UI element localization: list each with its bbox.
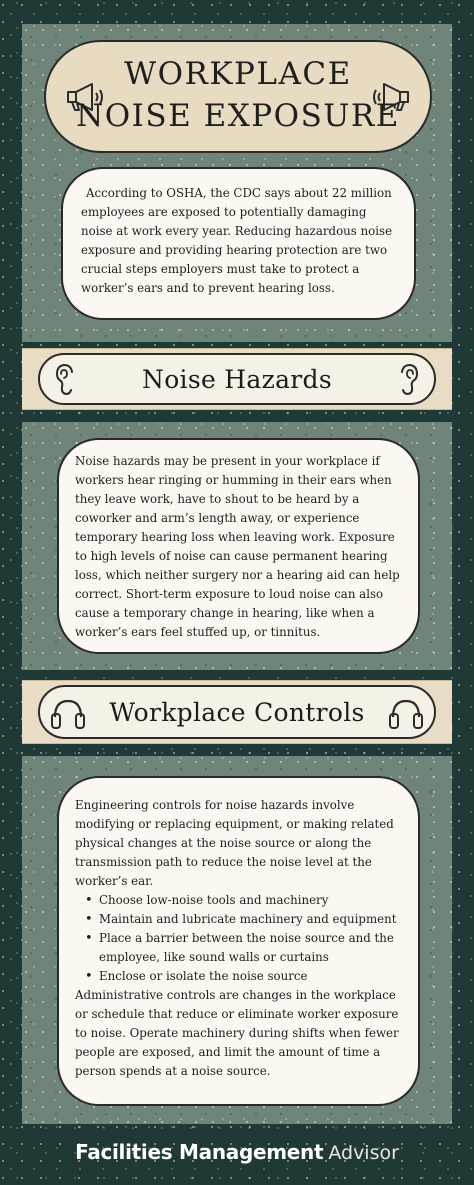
noise-hazards-heading: Noise Hazards [142,364,332,394]
intro-text: According to OSHA, the CDC says about 22 million employees are exposed to potentially damaging noise at work every year. Reducing hazardous noise exposure and providing hearing protection are two crucial steps employers must take to protect a worker’s ears and to prevent hearing loss. [81,186,393,295]
workplace-controls-card [57,776,420,1106]
title-line-2: NOISE EXPOSURE [76,98,400,134]
workplace-controls-outro: Administrative controls are changes in the workplace or schedule that reduce or eliminate worker exposure to noise. Operate machinery during shifts when fewer people are exposed, and limit the amount of time a person spends at a noise source. [75,988,399,1078]
title-card [44,40,432,153]
ear-icon [396,363,420,397]
ear-icon [54,363,78,397]
workplace-controls-heading: Workplace Controls [109,697,365,727]
brand-name: Facilities Management [75,1140,324,1164]
intro-card [61,167,416,320]
headphones-icon [388,697,424,731]
list-item: • Enclose or isolate the noise source [83,967,404,986]
noise-hazards-heading-pill [38,353,436,405]
brand-suffix: Advisor [328,1142,399,1164]
list-item: • Maintain and lubricate machinery and equipment [83,910,404,929]
workplace-controls-heading-pill [38,685,436,739]
controls-bullet-list [83,891,404,986]
workplace-controls-intro: Engineering controls for noise hazards involve modifying or replacing equipment, or making related physical changes at the noise source or along the transmission path to reduce the noise level at the worker’s ear. [75,798,394,888]
headphones-icon [50,697,86,731]
noise-hazards-card [57,438,420,654]
list-item: • Place a barrier between the noise source and the employee, like sound walls or curtains [83,929,404,967]
footer-brand [0,1140,474,1170]
title-line-1: WORKPLACE [124,56,352,92]
list-item: • Choose low-noise tools and machinery [83,891,404,910]
noise-hazards-text: Noise hazards may be present in your workplace if workers hear ringing or humming in their ears when they leave work, have to shout to be heard by a coworker and arm’s length away, or experience temporary hearing loss when leaving work. Exposure to high levels of noise can cause permanent hearing loss, which neither surgery nor a hearing aid can help correct. Short-term exposure to loud noise can also cause a temporary change in hearing, like when a worker’s ears feel stuffed up, or tinnitus. [75,454,400,639]
